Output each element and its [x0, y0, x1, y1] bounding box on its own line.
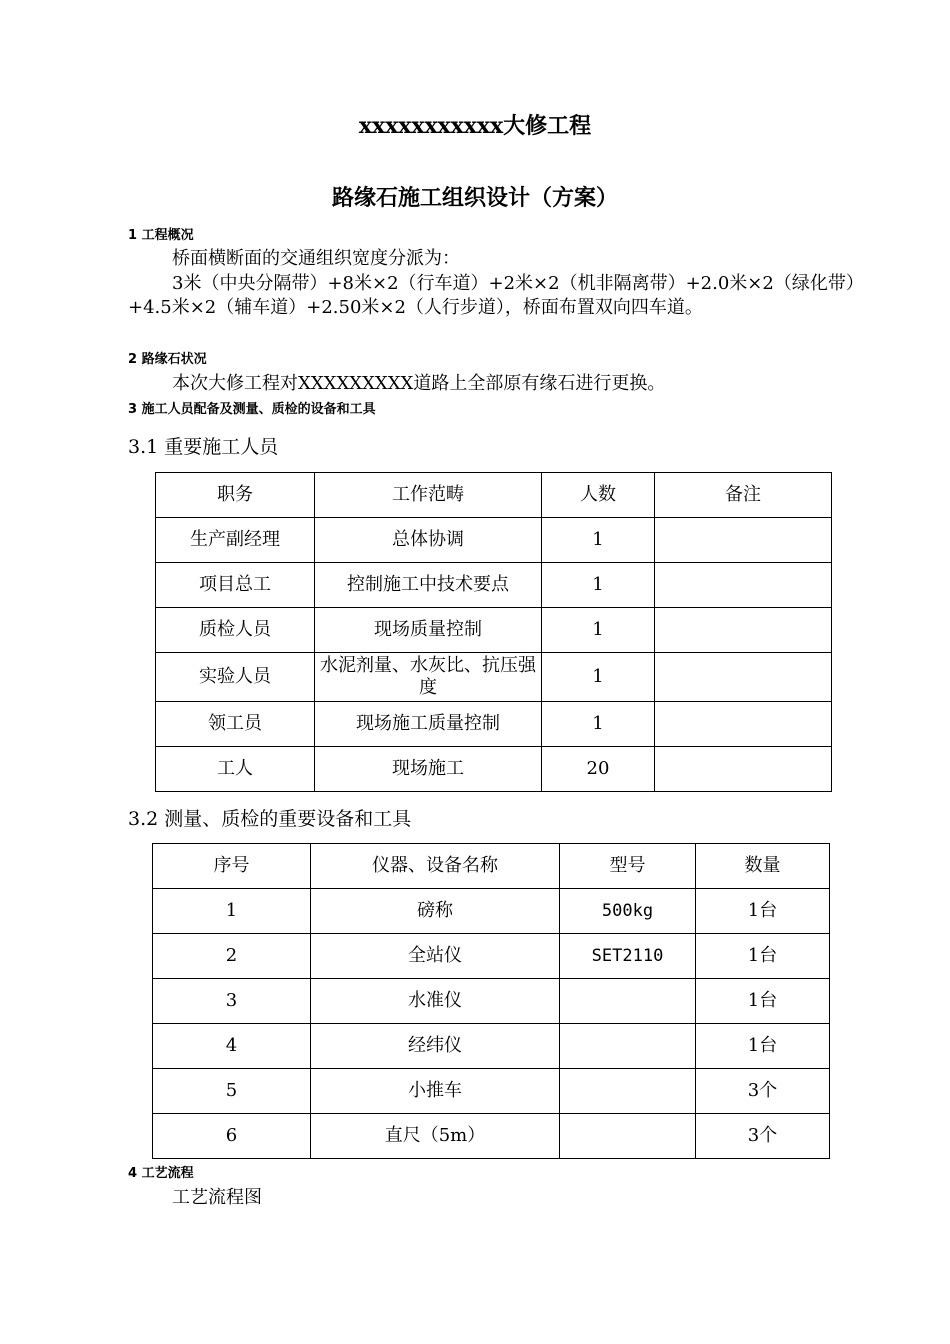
document-subtitle: 路缘石施工组织设计（方案） — [331, 185, 618, 211]
staff-table-cell — [655, 518, 832, 563]
equipment-table-cell: 5 — [153, 1069, 311, 1114]
equipment-table-row — [153, 1069, 830, 1114]
equipment-table-cell: 3 — [153, 979, 311, 1024]
section-1-heading: 1 工程概况 — [128, 228, 194, 243]
staff-table-cell — [655, 702, 832, 747]
document-title: xxxxxxxxxxx大修工程 — [358, 113, 592, 139]
equipment-table-cell: 3个 — [696, 1114, 830, 1159]
equipment-table-cell: 500kg — [560, 889, 696, 934]
equipment-table-cell: SET2110 — [560, 934, 696, 979]
equipment-table-cell: 直尺（5m） — [311, 1114, 560, 1159]
equipment-table-row — [153, 979, 830, 1024]
equipment-table-header-cell: 序号 — [153, 844, 311, 889]
staff-table-cell: 现场施工 — [315, 747, 542, 792]
section-3-heading: 3 施工人员配备及测量、质检的设备和工具 — [128, 402, 376, 417]
equipment-table-header-cell: 型号 — [560, 844, 696, 889]
staff-table-row — [156, 653, 832, 702]
staff-table-row — [156, 563, 832, 608]
equipment-table-row — [153, 934, 830, 979]
staff-table-row — [156, 608, 832, 653]
staff-table-cell — [655, 747, 832, 792]
equipment-table-row — [153, 1114, 830, 1159]
staff-table-cell: 现场质量控制 — [315, 608, 542, 653]
equipment-table-cell: 水准仪 — [311, 979, 560, 1024]
equipment-table-row — [153, 889, 830, 934]
equipment-table-cell: 经纬仪 — [311, 1024, 560, 1069]
staff-table-cell: 领工员 — [156, 702, 315, 747]
equipment-table-cell — [560, 1114, 696, 1159]
staff-table-cell: 实验人员 — [156, 653, 315, 702]
equipment-table-cell: 4 — [153, 1024, 311, 1069]
equipment-table-header-cell: 仪器、设备名称 — [311, 844, 560, 889]
equipment-table-cell — [560, 1024, 696, 1069]
equipment-table-cell: 1台 — [696, 979, 830, 1024]
section-1-paragraph-1: 桥面横断面的交通组织宽度分派为： — [172, 248, 460, 269]
staff-table-header-row — [156, 473, 832, 518]
section-3-1-heading: 3.1 重要施工人员 — [128, 436, 279, 458]
section-4-heading: 4 工艺流程 — [128, 1166, 194, 1181]
equipment-table-cell: 1 — [153, 889, 311, 934]
staff-table-cell: 20 — [542, 747, 655, 792]
staff-table-cell: 1 — [542, 608, 655, 653]
staff-table-row — [156, 702, 832, 747]
staff-table-cell: 1 — [542, 653, 655, 702]
section-4-paragraph-1: 工艺流程图 — [172, 1187, 262, 1208]
staff-table-header-cell: 职务 — [156, 473, 315, 518]
equipment-table-header-cell: 数量 — [696, 844, 830, 889]
section-3-2-heading: 3.2 测量、质检的重要设备和工具 — [128, 808, 412, 830]
staff-table-cell: 控制施工中技术要点 — [315, 563, 542, 608]
equipment-table-cell: 6 — [153, 1114, 311, 1159]
section-2-paragraph-1: 本次大修工程对XXXXXXXXX道路上全部原有缘石进行更换。 — [172, 373, 666, 394]
staff-table-header-cell: 工作范畴 — [315, 473, 542, 518]
equipment-table-cell: 1台 — [696, 1024, 830, 1069]
staff-table-cell — [655, 608, 832, 653]
staff-table-row — [156, 518, 832, 563]
equipment-table-cell: 磅称 — [311, 889, 560, 934]
staff-table-cell: 生产副经理 — [156, 518, 315, 563]
equipment-table-cell: 1台 — [696, 889, 830, 934]
equipment-table-cell: 1台 — [696, 934, 830, 979]
staff-table-cell: 项目总工 — [156, 563, 315, 608]
staff-table-cell: 1 — [542, 563, 655, 608]
staff-table-header-cell: 备注 — [655, 473, 832, 518]
staff-table-cell — [655, 563, 832, 608]
staff-table-cell — [655, 653, 832, 702]
equipment-table-cell: 小推车 — [311, 1069, 560, 1114]
staff-table-cell: 1 — [542, 518, 655, 563]
staff-table-cell: 1 — [542, 702, 655, 747]
section-1-paragraph-2: 3米（中央分隔带）+8米×2（行车道）+2米×2（机非隔离带）+2.0米×2（绿化带）+4.5米×2（辅车道）+2.50米×2（人行步道），桥面布置双向四车道。 — [128, 273, 855, 318]
staff-table-cell: 质检人员 — [156, 608, 315, 653]
staff-table-cell: 水泥剂量、水灰比、抗压强度 — [315, 653, 542, 702]
equipment-table-row — [153, 1024, 830, 1069]
equipment-table — [152, 843, 830, 1159]
equipment-table-header-row — [153, 844, 830, 889]
equipment-table-cell — [560, 979, 696, 1024]
staff-table-cell: 工人 — [156, 747, 315, 792]
staff-table-row — [156, 747, 832, 792]
equipment-table-cell: 2 — [153, 934, 311, 979]
equipment-table-cell: 3个 — [696, 1069, 830, 1114]
staff-table-cell: 总体协调 — [315, 518, 542, 563]
equipment-table-cell: 全站仪 — [311, 934, 560, 979]
section-2-heading: 2 路缘石状况 — [128, 352, 207, 367]
staff-table — [155, 472, 832, 792]
equipment-table-cell — [560, 1069, 696, 1114]
staff-table-header-cell: 人数 — [542, 473, 655, 518]
staff-table-cell: 现场施工质量控制 — [315, 702, 542, 747]
